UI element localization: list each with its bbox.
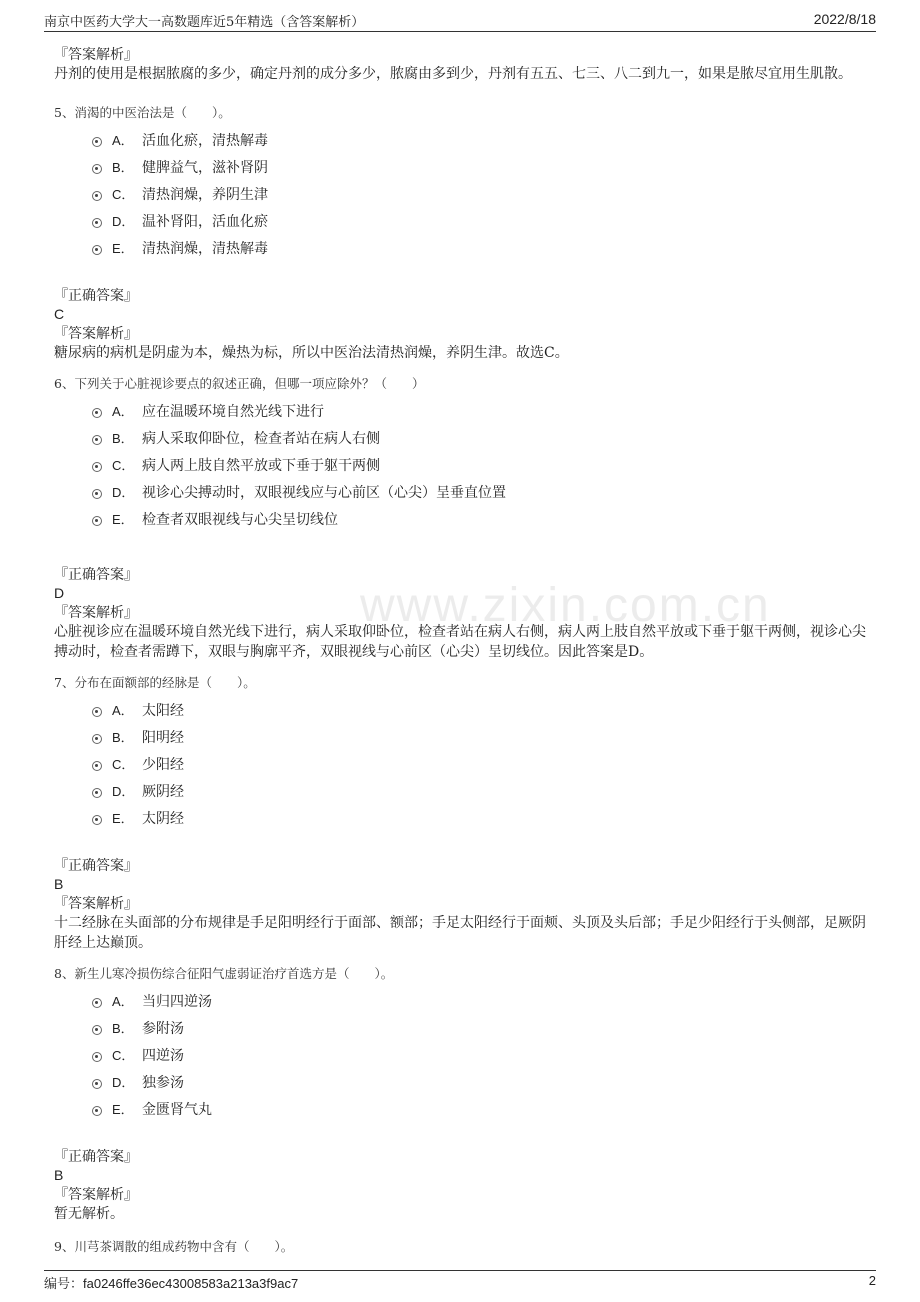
- correct-answer: C: [54, 306, 65, 322]
- answer-label: 『正确答案』: [54, 288, 138, 304]
- option-text: 检查者双眼视线与心尖呈切线位: [142, 511, 338, 528]
- option-letter: B．: [112, 1021, 134, 1036]
- radio-icon[interactable]: [92, 516, 102, 526]
- analysis-label: 『答案解析』: [54, 326, 138, 342]
- analysis-label: 『答案解析』: [54, 605, 138, 621]
- answer-block: [54, 287, 874, 363]
- option-e[interactable]: [92, 804, 874, 831]
- radio-icon[interactable]: [92, 137, 102, 147]
- radio-icon[interactable]: [92, 998, 102, 1008]
- option-letter: A．: [112, 404, 134, 419]
- option-text: 温补肾阳，活血化瘀: [142, 213, 268, 230]
- option-letter: E．: [112, 241, 134, 256]
- option-letter: A．: [112, 133, 134, 148]
- option-list: [92, 126, 874, 261]
- radio-icon[interactable]: [92, 707, 102, 717]
- option-letter: A．: [112, 703, 134, 718]
- radio-icon[interactable]: [92, 788, 102, 798]
- question-9: [54, 1238, 874, 1256]
- radio-icon[interactable]: [92, 489, 102, 499]
- analysis-text: 暂无解析。: [54, 1206, 124, 1222]
- option-letter: C．: [112, 757, 135, 772]
- option-text: 独参汤: [142, 1074, 184, 1091]
- option-text: 活血化瘀，清热解毒: [142, 132, 268, 149]
- analysis-text: 心脏视诊应在温暖环境自然光线下进行，病人采取仰卧位，检查者站在病人右侧，病人两上肢自然平放或下垂于躯干两侧，视诊心尖搏动时，检查者需蹲下，双眼与胸廓平齐，双眼视线与心前区（心尖）呈切线位。因此答案是D。: [54, 624, 866, 660]
- radio-icon[interactable]: [92, 408, 102, 418]
- correct-answer: B: [54, 876, 64, 892]
- option-text: 四逆汤: [142, 1047, 184, 1064]
- option-list: [92, 696, 874, 831]
- analysis-label: 『答案解析』: [54, 1187, 138, 1203]
- option-list: [92, 397, 874, 532]
- option-list: [92, 987, 874, 1122]
- option-letter: C．: [112, 458, 135, 473]
- page-content: [54, 44, 874, 1256]
- answer-label: 『正确答案』: [54, 1149, 138, 1165]
- question-list: [54, 104, 874, 1224]
- option-letter: C．: [112, 187, 135, 202]
- option-letter: B．: [112, 160, 134, 175]
- question-6: [54, 375, 874, 662]
- option-letter: E．: [112, 1102, 134, 1117]
- analysis-text: 丹剂的使用是根据脓腐的多少，确定丹剂的成分多少，脓腐由多到少，丹剂有五五、七三、八二到九一，如果是脓尽宜用生肌散。: [54, 66, 852, 82]
- option-text: 清热润燥，养阴生津: [142, 186, 268, 203]
- option-d[interactable]: [92, 1068, 874, 1095]
- option-letter: D．: [112, 485, 135, 500]
- radio-icon[interactable]: [92, 164, 102, 174]
- option-text: 应在温暖环境自然光线下进行: [142, 403, 324, 420]
- document-date: 2022/8/18: [813, 11, 876, 27]
- analysis-label: 『答案解析』: [54, 47, 138, 63]
- option-text: 视诊心尖搏动时，双眼视线应与心前区（心尖）呈垂直位置: [142, 484, 506, 501]
- option-d[interactable]: [92, 478, 874, 505]
- radio-icon[interactable]: [92, 245, 102, 255]
- option-text: 金匮肾气丸: [142, 1101, 212, 1118]
- option-c[interactable]: [92, 451, 874, 478]
- option-text: 太阳经: [142, 702, 184, 719]
- option-letter: E．: [112, 512, 134, 527]
- correct-answer: B: [54, 1167, 64, 1183]
- document-serial: 编号：fa0246ffe36ec43008583a213a3f9ac7: [44, 1276, 299, 1291]
- option-c[interactable]: [92, 1041, 874, 1068]
- option-letter: B．: [112, 730, 134, 745]
- page-number: 2: [868, 1273, 876, 1288]
- radio-icon[interactable]: [92, 815, 102, 825]
- option-a[interactable]: [92, 696, 874, 723]
- option-letter: A．: [112, 994, 134, 1009]
- analysis-text: 糖尿病的病机是阴虚为本，燥热为标，所以中医治法清热润燥，养阴生津。故选C。: [54, 345, 569, 361]
- page-footer: [44, 1270, 876, 1291]
- option-text: 少阳经: [142, 756, 184, 773]
- answer-block: [54, 1148, 874, 1224]
- option-c[interactable]: [92, 750, 874, 777]
- analysis-text: 十二经脉在头面部的分布规律是手足阳明经行于面部、额部；手足太阳经行于面颊、头顶及头后部；手足少阳经行于头侧部，足厥阴肝经上达巅顶。: [54, 915, 866, 951]
- option-e[interactable]: [92, 1095, 874, 1122]
- radio-icon[interactable]: [92, 761, 102, 771]
- option-text: 太阴经: [142, 810, 184, 827]
- answer-block: [54, 566, 874, 662]
- option-text: 当归四逆汤: [142, 993, 212, 1010]
- question-8: [54, 965, 874, 1224]
- option-text: 参附汤: [142, 1020, 184, 1037]
- option-d[interactable]: [92, 207, 874, 234]
- radio-icon[interactable]: [92, 1025, 102, 1035]
- question-stem: 5、消渴的中医治法是（ ）。: [54, 105, 231, 120]
- radio-icon[interactable]: [92, 1079, 102, 1089]
- option-text: 病人两上肢自然平放或下垂于躯干两侧: [142, 457, 380, 474]
- answer-label: 『正确答案』: [54, 858, 138, 874]
- radio-icon[interactable]: [92, 1052, 102, 1062]
- option-text: 清热润燥，清热解毒: [142, 240, 268, 257]
- option-text: 厥阴经: [142, 783, 184, 800]
- page-header: [44, 11, 876, 32]
- option-text: 病人采取仰卧位，检查者站在病人右侧: [142, 430, 380, 447]
- option-a[interactable]: [92, 126, 874, 153]
- option-text: 阳明经: [142, 729, 184, 746]
- option-letter: B．: [112, 431, 134, 446]
- option-c[interactable]: [92, 180, 874, 207]
- option-e[interactable]: [92, 234, 874, 261]
- radio-icon[interactable]: [92, 435, 102, 445]
- option-b[interactable]: [92, 153, 874, 180]
- answer-label: 『正确答案』: [54, 567, 138, 583]
- option-e[interactable]: [92, 505, 874, 532]
- radio-icon[interactable]: [92, 1106, 102, 1116]
- option-d[interactable]: [92, 777, 874, 804]
- option-b[interactable]: [92, 424, 874, 451]
- radio-icon[interactable]: [92, 191, 102, 201]
- option-letter: D．: [112, 214, 135, 229]
- radio-icon[interactable]: [92, 462, 102, 472]
- question-5: [54, 104, 874, 363]
- watermark: www.zixin.com.cn: [360, 579, 771, 632]
- radio-icon[interactable]: [92, 218, 102, 228]
- option-a[interactable]: [92, 987, 874, 1014]
- option-text: 健脾益气，滋补肾阴: [142, 159, 268, 176]
- radio-icon[interactable]: [92, 734, 102, 744]
- option-a[interactable]: [92, 397, 874, 424]
- document-title: 南京中医药大学大一高数题库近5年精选（含答案解析）: [44, 15, 365, 30]
- question-7: [54, 674, 874, 953]
- answer-block: [54, 857, 874, 953]
- correct-answer: D: [54, 585, 65, 601]
- option-letter: D．: [112, 784, 135, 799]
- option-letter: C．: [112, 1048, 135, 1063]
- option-letter: D．: [112, 1075, 135, 1090]
- question-stem: 9、川芎茶调散的组成药物中含有（ ）。: [54, 1239, 294, 1254]
- question-stem: 7、分布在面额部的经脉是（ ）。: [54, 675, 256, 690]
- option-b[interactable]: [92, 1014, 874, 1041]
- analysis-label: 『答案解析』: [54, 896, 138, 912]
- option-letter: E．: [112, 811, 134, 826]
- question-stem: 8、新生儿寒冷损伤综合征阳气虚弱证治疗首选方是（ ）。: [54, 966, 394, 981]
- option-b[interactable]: [92, 723, 874, 750]
- question-stem: 6、下列关于心脏视诊要点的叙述正确，但哪一项应除外？（ ）: [54, 376, 425, 391]
- top-analysis-block: [54, 46, 874, 84]
